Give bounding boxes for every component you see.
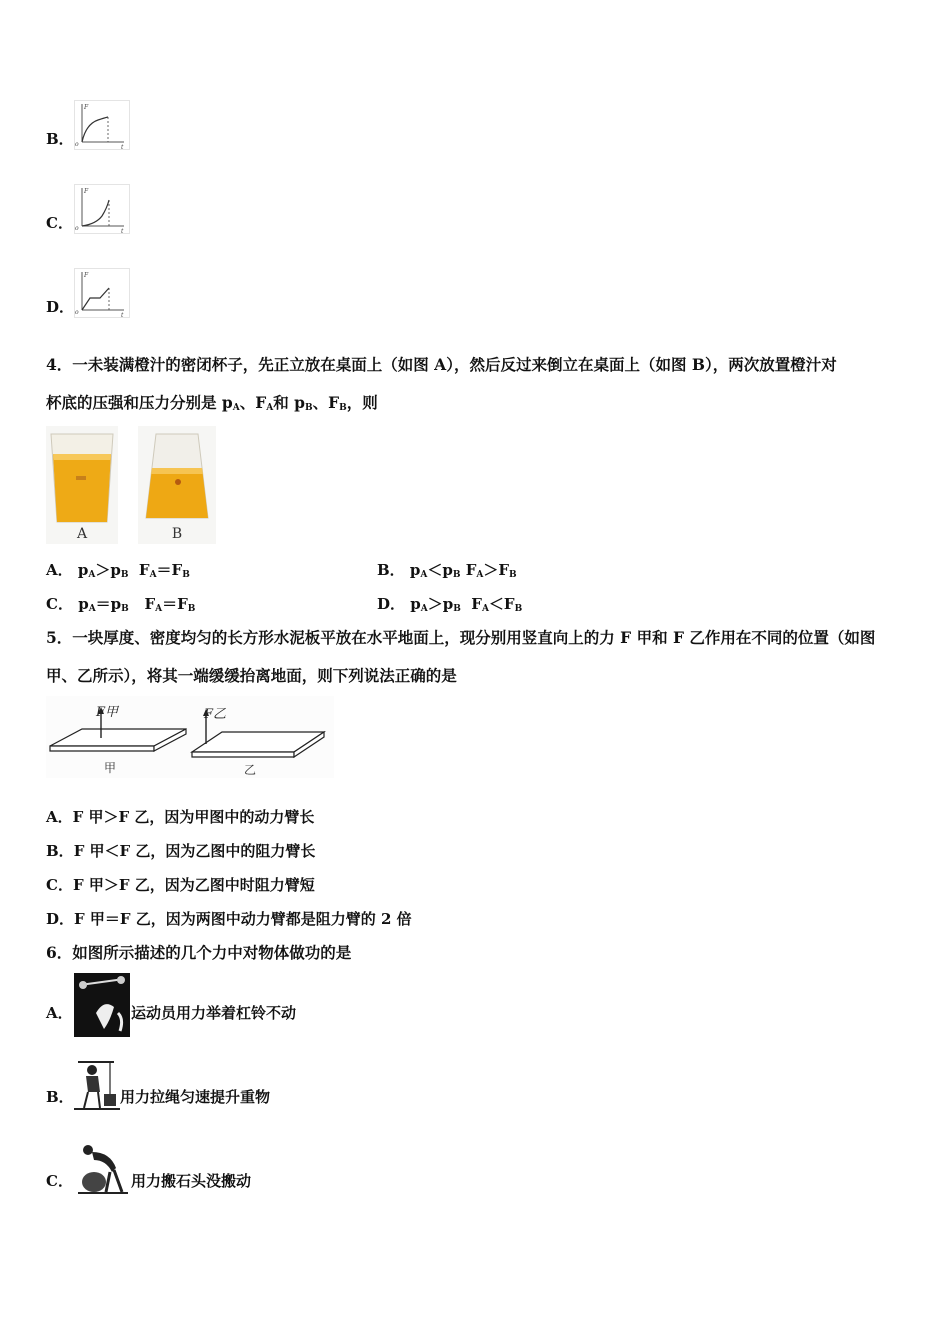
force-time-graph-c	[74, 184, 130, 234]
q5-option-b[interactable]: B．F 甲＜F 乙，因为乙图中的阻力臂长	[46, 842, 316, 860]
q4-stem-line2: 杯底的压强和压力分别是 $p_A$、$F_A$和 $p_B$、$F_B$，则	[46, 393, 378, 413]
origin-label: o	[75, 225, 79, 232]
force-time-graph-d	[74, 268, 130, 318]
x-axis-label: t	[121, 228, 124, 234]
q6-stem: 6．如图所示描述的几个力中对物体做功的是	[46, 943, 352, 962]
option-d-label: D．	[46, 298, 75, 316]
q6-option-b-text: 用力拉绳匀速提升重物	[120, 1088, 271, 1106]
cup-a-photo	[46, 426, 118, 544]
y-axis-label: F	[84, 188, 89, 195]
q4-option-c[interactable]: C． $p_A=p_B$ $F_A=F_B$	[46, 595, 196, 614]
weightlifter-image	[74, 973, 130, 1037]
q5-stem-line2: 甲、乙所示），将其一端缓缓抬离地面，则下列说法正确的是	[46, 666, 457, 685]
q5-option-c[interactable]: C．F 甲＞F 乙，因为乙图中时阻力臂短	[46, 876, 315, 894]
option-c-label: C．	[46, 214, 73, 232]
cup-b-label: B	[171, 526, 183, 542]
q4-option-a[interactable]: A． $p_A>p_B$ $F_A=F_B$	[46, 561, 190, 580]
q5-stem-line1: 5．一块厚度、密度均匀的长方形水泥板平放在水平地面上，现分别用竖直向上的力 F 甲和 F 乙作用在不同的位置（如图	[46, 628, 876, 647]
force-yi-label: F乙	[204, 707, 227, 722]
x-axis-label: t	[121, 144, 124, 150]
y-axis-label: F	[84, 272, 89, 279]
figure-yi-caption: 乙	[244, 763, 257, 777]
moving-stone-image	[76, 1142, 130, 1196]
q5-lever-figure	[46, 696, 334, 778]
q6-option-c-text: 用力搬石头没搬动	[131, 1172, 252, 1190]
q4-stem-line1: 4．一未装满橙汁的密闭杯子，先正立放在桌面上（如图 A），然后反过来倒立在桌面上（如图 B），两次放置橙汁对	[46, 355, 837, 374]
cup-b-photo	[138, 426, 216, 544]
q5-option-d[interactable]: D．F 甲＝F 乙，因为两图中动力臂都是阻力臂的 2 倍	[46, 910, 412, 928]
cup-a-label: A	[76, 526, 88, 542]
q4-option-d[interactable]: D． $p_A>p_B$ $F_A<F_B$	[377, 595, 523, 614]
option-b-label: B．	[46, 130, 74, 148]
y-axis-label: F	[84, 104, 89, 111]
q4-option-b[interactable]: B． $p_A<p_B$ $F_A>F_B$	[377, 561, 517, 580]
q6-option-c-label[interactable]: C．	[46, 1172, 73, 1190]
q6-option-a-text: 运动员用力举着杠铃不动	[131, 1004, 297, 1022]
q5-option-a[interactable]: A．F 甲＞F 乙，因为甲图中的动力臂长	[46, 808, 315, 826]
origin-label: o	[75, 141, 79, 148]
force-time-graph-b	[74, 100, 130, 150]
figure-jia-caption: 甲	[104, 761, 117, 775]
q6-option-b-label[interactable]: B．	[46, 1088, 74, 1106]
q6-option-a-label[interactable]: A．	[46, 1004, 73, 1022]
origin-label: o	[75, 309, 79, 316]
x-axis-label: t	[121, 312, 124, 318]
force-jia-label: F甲	[96, 705, 119, 720]
pulling-rope-image	[74, 1058, 120, 1112]
